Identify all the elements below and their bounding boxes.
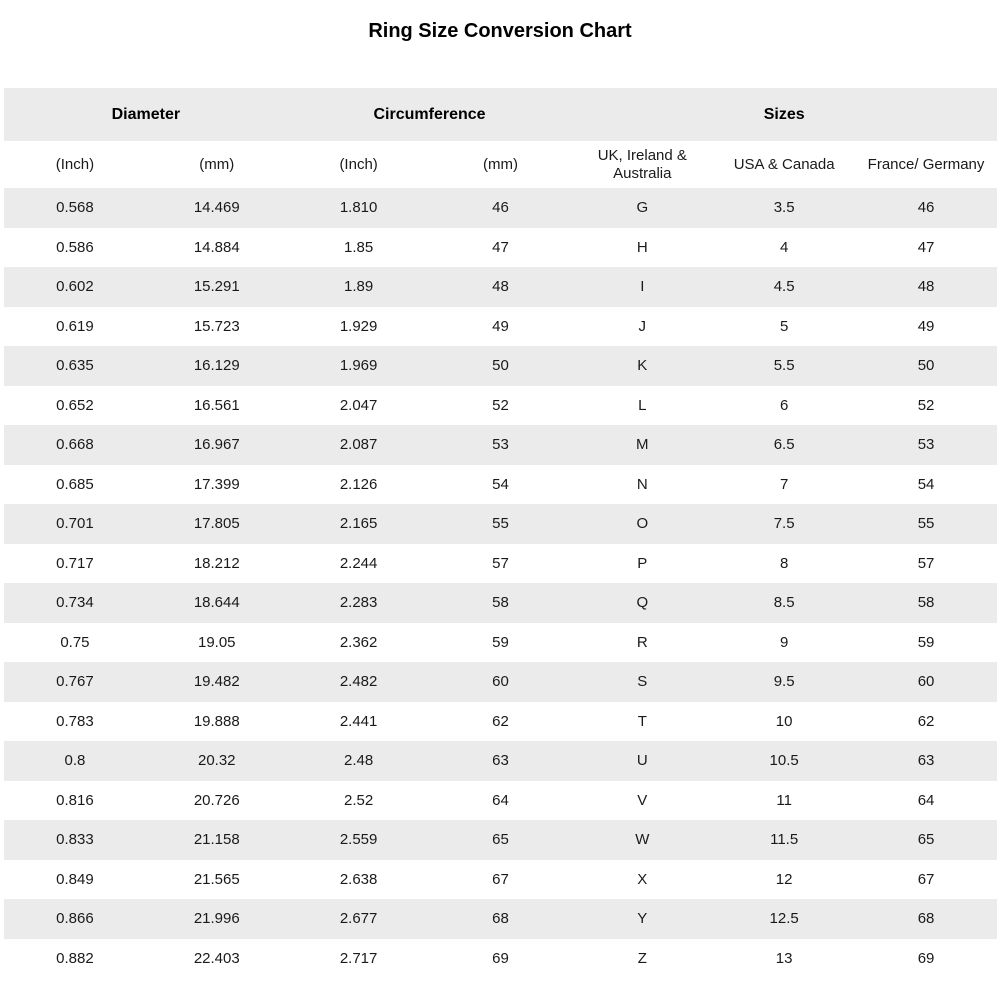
table-cell: 1.85 [344, 238, 374, 256]
table-cell: T [637, 712, 647, 730]
group-header-circumference: Circumference [373, 105, 486, 123]
table-cell: 1.929 [339, 317, 378, 335]
table-row [4, 425, 997, 465]
table-cell: Q [636, 594, 649, 612]
table-cell: 0.685 [56, 475, 94, 493]
table-cell: 0.668 [56, 436, 94, 454]
table-cell: 0.717 [56, 554, 94, 572]
col-header-diameter-mm: (mm) [199, 155, 235, 173]
table-cell: 1.89 [344, 278, 374, 296]
table-cell: 46 [917, 199, 935, 217]
table-row [4, 741, 997, 781]
table-row [4, 188, 997, 228]
table-cell: 0.866 [56, 910, 94, 928]
table-row [4, 346, 997, 386]
table-cell: 14.884 [193, 238, 240, 256]
table-row [4, 465, 997, 505]
table-row [4, 228, 997, 268]
table-cell: 63 [492, 752, 509, 770]
table-row [4, 662, 997, 702]
table-cell: 2.48 [344, 752, 374, 770]
table-cell: 16.129 [193, 357, 240, 375]
table-cell: 18.212 [193, 554, 240, 572]
table-cell: X [637, 870, 648, 888]
table-cell: 58 [492, 594, 509, 612]
table-cell: L [638, 396, 647, 414]
table-cell: H [636, 238, 648, 256]
table-cell: 2.165 [339, 515, 378, 533]
ring-size-conversion-table [4, 88, 997, 978]
table-cell: 21.565 [193, 870, 240, 888]
group-header-row [4, 88, 997, 141]
table-cell: 2.559 [339, 831, 378, 849]
table-row [4, 267, 997, 307]
table-cell: V [637, 791, 648, 809]
table-row [4, 939, 997, 979]
table-row [4, 583, 997, 623]
table-cell: 2.482 [339, 673, 378, 691]
table-cell: 21.996 [193, 910, 240, 928]
table-cell: 53 [917, 436, 935, 454]
table-cell: 49 [492, 317, 509, 335]
table-row [4, 860, 997, 900]
table-cell: 49 [917, 317, 935, 335]
col-header-uk-ireland-australia: UK, Ireland & Australia [597, 146, 687, 182]
table-cell: 0.75 [60, 633, 90, 651]
table-cell: 50 [492, 357, 509, 375]
table-cell: Z [637, 949, 647, 967]
table-cell: 20.32 [197, 752, 236, 770]
table-cell: 69 [917, 949, 935, 967]
table-cell: 59 [917, 633, 935, 651]
table-cell: 63 [917, 752, 935, 770]
table-row [4, 386, 997, 426]
table-cell: 52 [917, 396, 935, 414]
table-row [4, 544, 997, 584]
table-row [4, 702, 997, 742]
page-title: Ring Size Conversion Chart [368, 20, 632, 42]
table-cell: 17.805 [193, 515, 240, 533]
table-cell: G [636, 199, 649, 217]
table-cell: 4.5 [773, 278, 795, 296]
table-head [4, 88, 997, 188]
table-cell: P [637, 554, 648, 572]
group-header-sizes: Sizes [763, 105, 805, 123]
table-cell: 57 [492, 554, 509, 572]
table-row [4, 623, 997, 663]
table-cell: 2.362 [339, 633, 378, 651]
table-cell: M [636, 436, 649, 454]
table-cell: 54 [492, 475, 509, 493]
table-cell: 69 [492, 949, 509, 967]
table-cell: 46 [492, 199, 509, 217]
table-cell: 2.52 [344, 791, 374, 809]
table-cell: N [636, 475, 648, 493]
table-cell: 62 [917, 712, 935, 730]
table-cell: 65 [492, 831, 509, 849]
table-cell: 10.5 [769, 752, 799, 770]
table-cell: 0.586 [56, 238, 94, 256]
table-cell: 0.767 [56, 673, 94, 691]
table-cell: W [635, 831, 650, 849]
table-cell: 0.816 [56, 791, 94, 809]
table-cell: 19.482 [193, 673, 240, 691]
table-cell: 8.5 [773, 594, 795, 612]
table-cell: 21.158 [193, 831, 240, 849]
table-row [4, 820, 997, 860]
table-cell: 67 [917, 870, 935, 888]
table-cell: 48 [492, 278, 509, 296]
table-cell: 67 [492, 870, 509, 888]
table-cell: 5.5 [773, 357, 795, 375]
table-cell: 11 [776, 791, 792, 809]
table-cell: 9 [779, 633, 789, 651]
table-cell: 53 [492, 436, 509, 454]
col-header-usa-canada: USA & Canada [733, 155, 835, 173]
table-cell: 68 [492, 910, 509, 928]
table-cell: 47 [492, 238, 509, 256]
table-cell: 15.291 [193, 278, 240, 296]
table-cell: 0.882 [56, 949, 94, 967]
table-cell: 68 [917, 910, 935, 928]
col-header-diameter-inch: (Inch) [55, 155, 95, 173]
table-cell: 59 [492, 633, 509, 651]
table-row [4, 899, 997, 939]
table-cell: 15.723 [193, 317, 240, 335]
table-cell: 5 [779, 317, 789, 335]
table-cell: 54 [917, 475, 935, 493]
table-cell: 13 [775, 949, 793, 967]
table-cell: 7 [779, 475, 789, 493]
table-cell: 47 [917, 238, 935, 256]
table-cell: I [640, 278, 645, 296]
table-cell: 2.047 [339, 396, 378, 414]
table-cell: 11.5 [770, 831, 799, 849]
table-cell: 10 [775, 712, 793, 730]
table-cell: 64 [492, 791, 509, 809]
table-cell: 0.701 [56, 515, 94, 533]
table-cell: 6 [779, 396, 789, 414]
table-cell: S [637, 673, 648, 691]
table-cell: 64 [917, 791, 935, 809]
table-cell: 12.5 [769, 910, 799, 928]
table-cell: 6.5 [773, 436, 795, 454]
table-cell: 0.849 [56, 870, 94, 888]
table-cell: 7.5 [773, 515, 795, 533]
table-cell: 8 [779, 554, 789, 572]
table-cell: 52 [492, 396, 509, 414]
group-header-diameter: Diameter [111, 105, 181, 123]
table-row [4, 781, 997, 821]
table-cell: 2.283 [339, 594, 378, 612]
table-cell: 2.087 [339, 436, 378, 454]
column-header-row [4, 141, 997, 188]
table-row [4, 307, 997, 347]
table-cell: 2.126 [339, 475, 378, 493]
table-cell: 0.734 [56, 594, 94, 612]
table-cell: 0.602 [56, 278, 94, 296]
table-cell: 65 [917, 831, 935, 849]
table-cell: 1.969 [339, 357, 378, 375]
table-cell: 1.810 [339, 199, 378, 217]
table-cell: 2.677 [339, 910, 378, 928]
table-cell: 19.05 [197, 633, 236, 651]
table-cell: U [636, 752, 648, 770]
table-cell: 2.244 [339, 554, 378, 572]
table-cell: 2.717 [339, 949, 378, 967]
table-body [4, 188, 997, 978]
table-cell: 2.441 [339, 712, 378, 730]
table-cell: 62 [492, 712, 509, 730]
page [0, 20, 1000, 1000]
table-cell: 3.5 [773, 199, 795, 217]
table-cell: 0.635 [56, 357, 94, 375]
table-cell: J [638, 317, 647, 335]
table-cell: 17.399 [193, 475, 240, 493]
table-cell: 4 [779, 238, 789, 256]
table-cell: R [636, 633, 648, 651]
table-cell: 9.5 [773, 673, 795, 691]
table-cell: 22.403 [193, 949, 240, 967]
table-cell: 2.638 [339, 870, 378, 888]
table-cell: 19.888 [193, 712, 240, 730]
table-cell: 20.726 [193, 791, 240, 809]
table-cell: 0.833 [56, 831, 94, 849]
table-cell: 16.967 [193, 436, 240, 454]
table-cell: 55 [492, 515, 509, 533]
table-cell: 0.783 [56, 712, 94, 730]
table-cell: 0.652 [56, 396, 94, 414]
table-cell: 60 [492, 673, 509, 691]
table-cell: 57 [917, 554, 935, 572]
table-cell: 58 [917, 594, 935, 612]
table-cell: O [636, 515, 649, 533]
col-header-france-germany: France/ Germany [867, 155, 985, 173]
table-cell: 0.619 [56, 317, 94, 335]
table-cell: 16.561 [193, 396, 240, 414]
table-cell: 50 [917, 357, 935, 375]
table-cell: 0.8 [64, 752, 86, 770]
col-header-circumference-inch: (Inch) [339, 155, 378, 173]
table-cell: 55 [917, 515, 935, 533]
table-cell: 18.644 [193, 594, 240, 612]
table-cell: Y [637, 910, 648, 928]
table-row [4, 504, 997, 544]
table-cell: 14.469 [193, 199, 240, 217]
col-header-circumference-mm: (mm) [482, 155, 518, 173]
table-cell: K [637, 357, 648, 375]
table-cell: 12 [775, 870, 793, 888]
table-cell: 60 [917, 673, 935, 691]
table-cell: 0.568 [56, 199, 94, 217]
table-cell: 48 [917, 278, 935, 296]
